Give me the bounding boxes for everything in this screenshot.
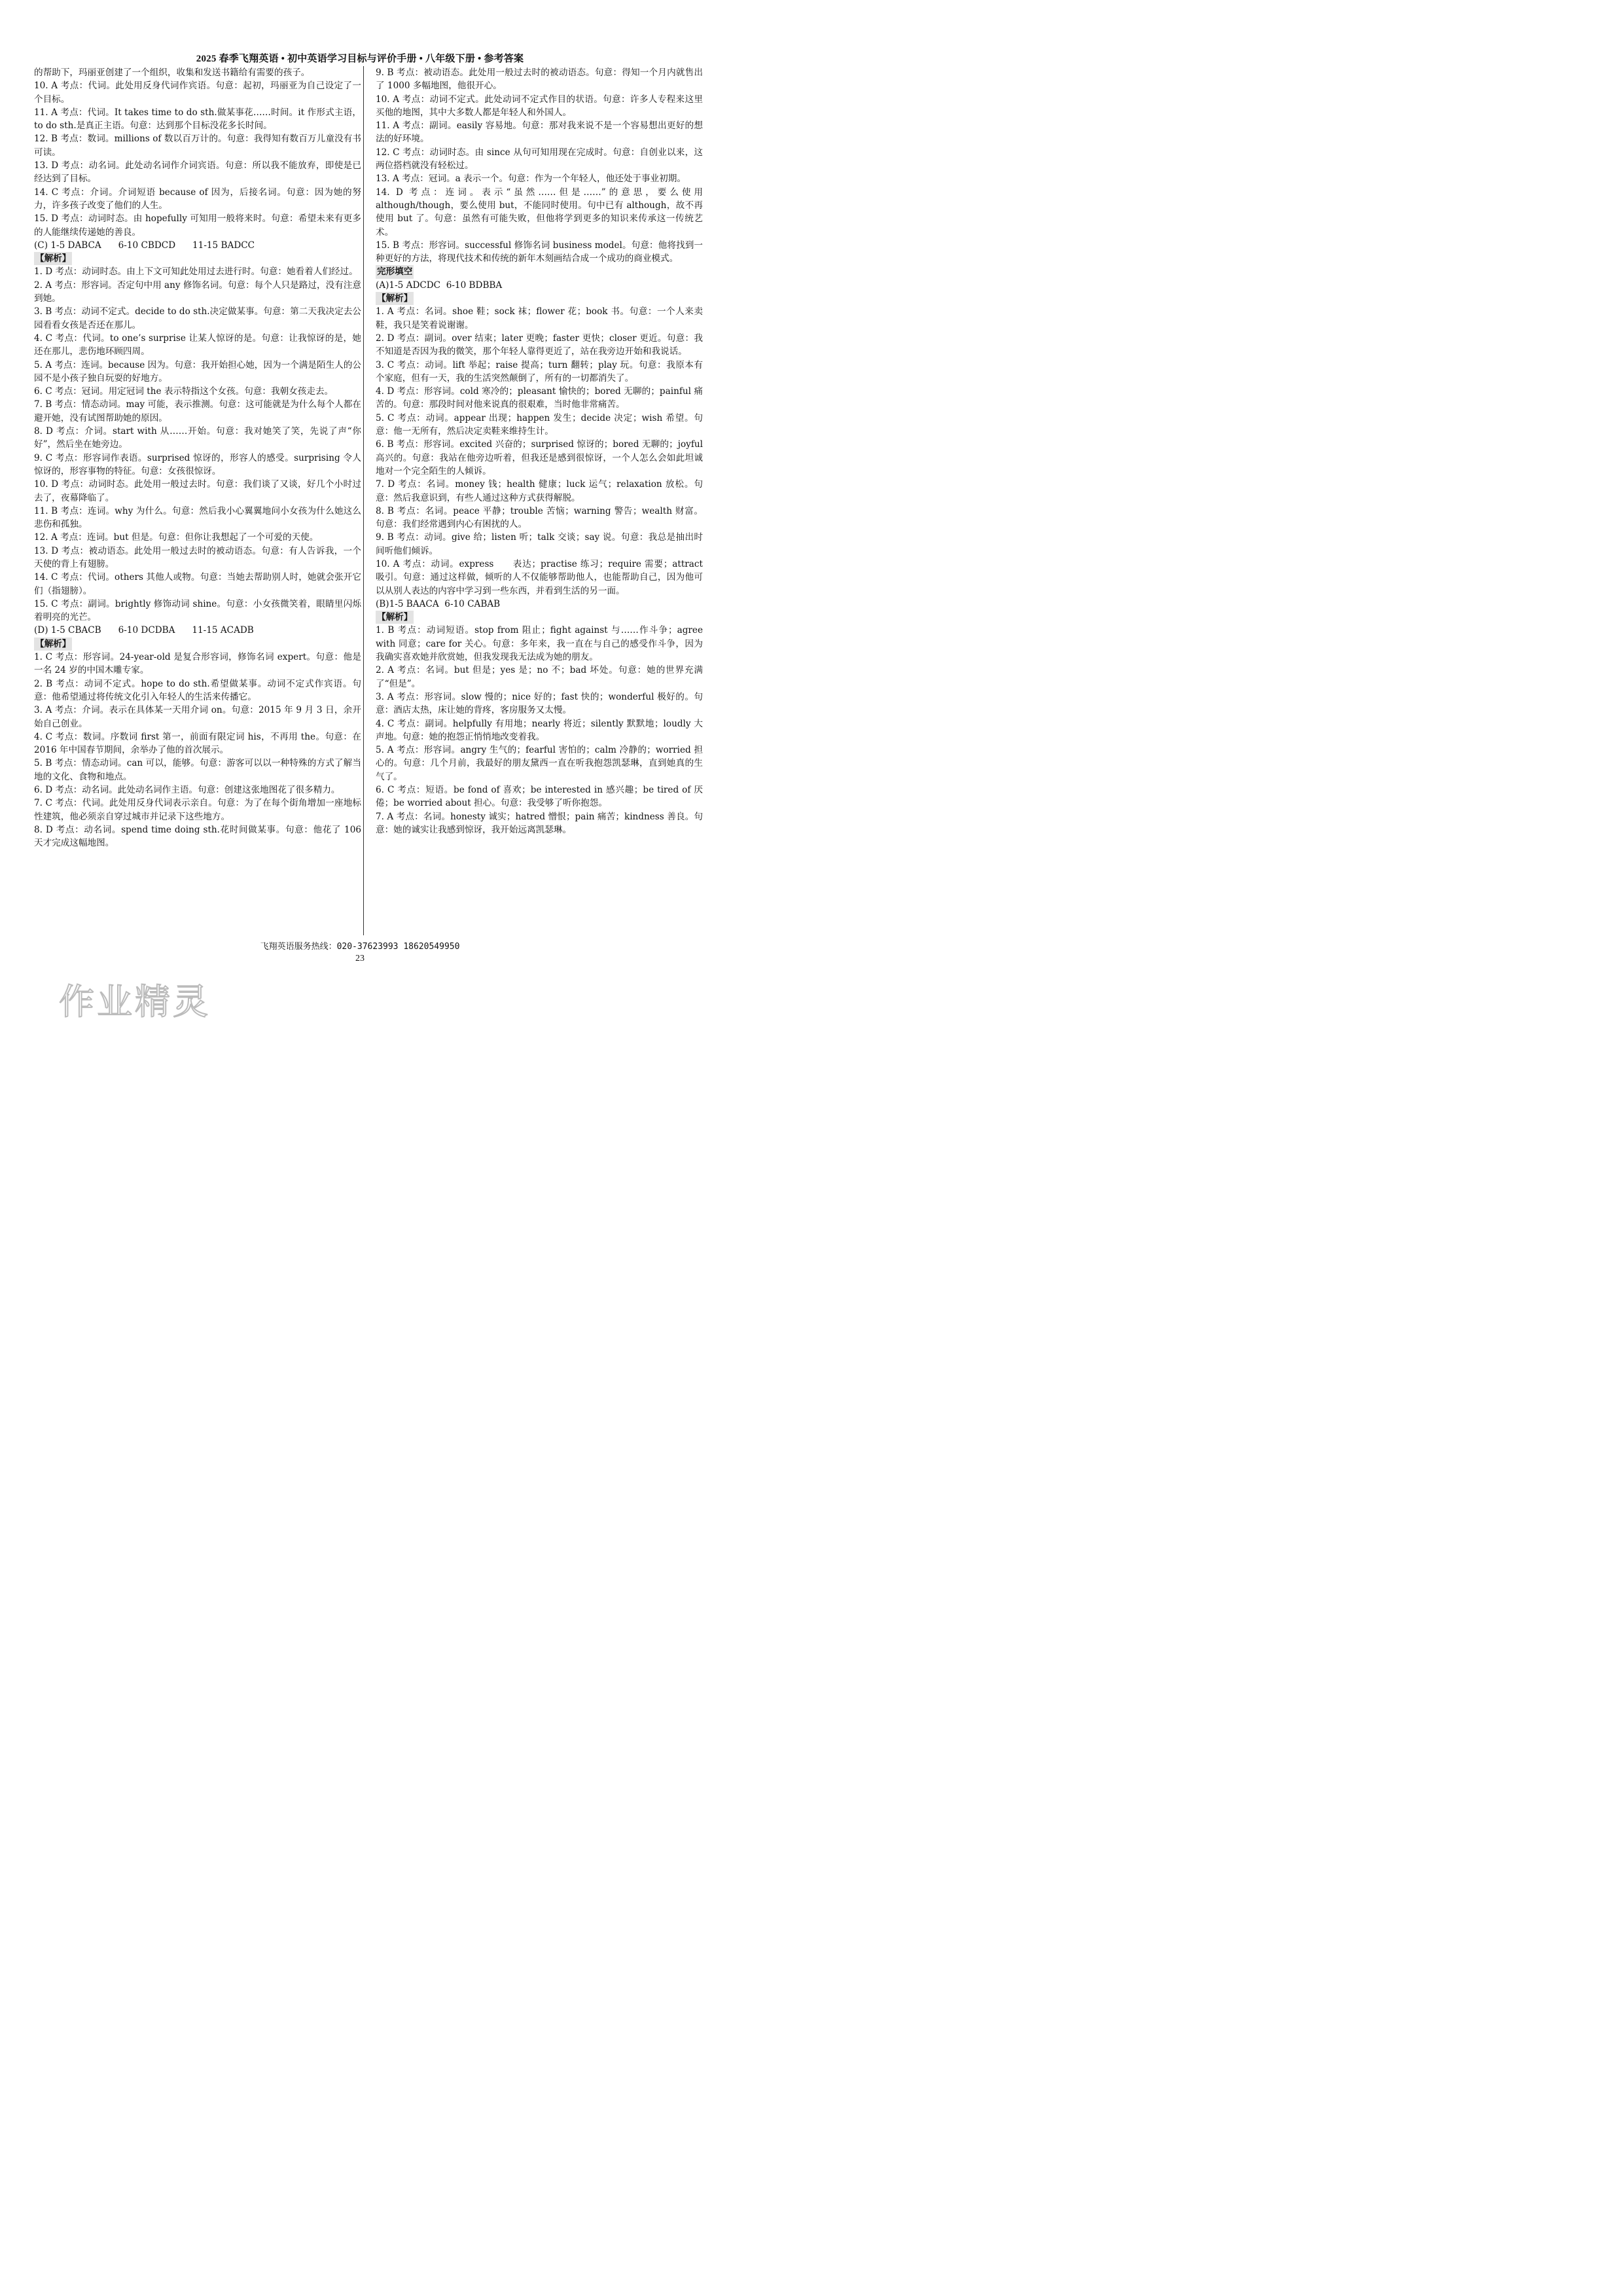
explanation-item: 1. B 考点：动词短语。stop from 阻止；fight against 与……作斗争；agree with 同意；care for 关心。句意：多年来，我一直在与自己的感受作斗争，因为我确实喜欢她并欣赏她，但我发现我无法成为她的朋友。: [376, 625, 703, 663]
explanation-item: 4. C 考点：副词。helpfully 有用地；nearly 将近；silently 默默地；loudly 大声地。句意：她的抱怨正悄悄地改变着我。: [376, 718, 703, 742]
answer-key-row: (C) 1-5 DABCA 6-10 CBDCD 11-15 BADCC: [34, 240, 255, 251]
explanation-item: 5. A 考点：连词。because 因为。句意：我开始担心她，因为一个满是陌生人的公园不是小孩子独自玩耍的好地方。: [34, 359, 361, 384]
explanation-item: 6. D 考点：动名词。此处动名词作主语。句意：创建这张地图花了很多精力。: [34, 785, 340, 796]
explanation-item: 12. B 考点：数词。millions of 数以百万计的。句意：我得知有数百万儿童没有书可读。: [34, 134, 361, 158]
explanation-item: 14. D 考点：连词。表示“虽然……但是……”的意思，要么使用 although/though，要么使用 but，不能同时使用。句中已有 although，故不再使用 but 了。句意：虽然有可能失败，但他将学到更多的知识来传承这一传统艺术。: [376, 187, 703, 238]
section-heading: 【解析】: [34, 252, 72, 265]
explanation-item: 6. C 考点：冠词。用定冠词 the 表示特指这个女孩。句意：我朝女孩走去。: [34, 386, 334, 397]
explanation-item: 7. A 考点：名词。honesty 诚实；hatred 憎恨；pain 痛苦；kindness 善良。句意：她的诚实让我感到惊讶，我开始远离凯瑟琳。: [376, 811, 703, 835]
explanation-item: 5. B 考点：情态动词。can 可以，能够。句意：游客可以以一种特殊的方式了解当地的文化、食物和地点。: [34, 758, 361, 782]
explanation-item: 10. A 考点：代词。此处用反身代词作宾语。句意：起初，玛丽亚为自己设定了一个目标。: [34, 81, 361, 105]
explanation-item: 13. D 考点：动名词。此处动名词作介词宾语。句意：所以我不能放弃，即使是已经达到了目标。: [34, 160, 361, 185]
explanation-item: 14. C 考点：代词。others 其他人或物。句意：当她去帮助别人时，她就会张开它们（指翅膀）。: [34, 572, 361, 596]
explanation-item: 8. B 考点：名词。peace 平静；trouble 苦恼；warning 警告；wealth 财富。句意：我们经常遇到内心有困扰的人。: [376, 505, 703, 530]
answer-key-page: [0, 0, 720, 1018]
explanation-item: 8. D 考点：动名词。spend time doing sth.花时间做某事。句意：他花了 106 天才完成这幅地图。: [34, 824, 361, 849]
explanation-item: 2. D 考点：副词。over 结束；later 更晚；faster 更快；closer 更近。句意：我不知道是否因为我的微笑，那个年轻人靠得更近了，站在我旁边开始和我说话。: [376, 332, 703, 357]
section-heading-row: [34, 637, 361, 651]
explanation-item: 2. A 考点：名词。but 但是；yes 是；no 不；bad 坏处。句意：她的世界充满了“但是”。: [376, 665, 703, 689]
section-heading-row: [376, 265, 703, 278]
explanation-item: 3. A 考点：形容词。slow 慢的；nice 好的；fast 快的；wonderful 极好的。句意：酒店太热，床让她的背疼，客房服务又太慢。: [376, 691, 703, 716]
explanation-item: 7. D 考点：名词。money 钱；health 健康；luck 运气；relaxation 放松。句意：然后我意识到，有些人通过这种方式获得解脱。: [376, 479, 703, 503]
section-heading: 【解析】: [376, 611, 414, 624]
page-number: 23: [355, 954, 365, 963]
right-column: [376, 66, 703, 836]
left-column: [34, 66, 361, 850]
answer-key-row: (B)1-5 BAACA 6-10 CABAB: [376, 598, 501, 609]
explanation-item: 3. B 考点：动词不定式。decide to do sth.决定做某事。句意：第二天我决定去公园看看女孩是否还在那儿。: [34, 306, 361, 331]
section-heading: 完形填空: [376, 265, 414, 278]
answer-key-row: (A)1-5 ADCDC 6-10 BDBBA: [376, 279, 503, 291]
explanation-item: 12. C 考点：动词时态。由 since 从句可知用现在完成时。句意：自创业以来，这两位搭档就没有轻松过。: [376, 147, 703, 171]
explanation-item: 10. A 考点：动词。express 表达；practise 练习；require 需要；attract 吸引。句意：通过这样做，倾听的人不仅能够帮助他人，也能帮助自己，因为他可以从别人表达的内容中学习到一些东西，并看到生活的另一面。: [376, 558, 703, 596]
explanation-item: 11. B 考点：连词。why 为什么。句意：然后我小心翼翼地问小女孩为什么她这么悲伤和孤独。: [34, 505, 361, 530]
explanation-item: 6. B 考点：形容词。excited 兴奋的；surprised 惊讶的；bored 无聊的；joyful 高兴的。句意：我站在他旁边听着，但我还是感到很惊讶，一个人怎么会如此坦诚地对一个完全陌生的人倾诉。: [376, 439, 703, 476]
explanation-item: 2. A 考点：形容词。否定句中用 any 修饰名词。句意：每个人只是路过，没有注意到她。: [34, 279, 361, 304]
explanation-item: 11. A 考点：副词。easily 容易地。句意：那对我来说不是一个容易想出更好的想法的好环境。: [376, 120, 703, 145]
section-heading-row: [376, 611, 703, 624]
explanation-item: 7. C 考点：代词。此处用反身代词表示亲自。句意：为了在每个街角增加一座地标性建筑，他必须亲自穿过城市并记录下这些地方。: [34, 798, 361, 822]
section-heading-row: [376, 292, 703, 305]
explanation-item: 15. B 考点：形容词。successful 修饰名词 business model。句意：他将找到一种更好的方法，将现代技术和传统的新年木刻画结合成一个成功的商业模式。: [376, 240, 703, 264]
footer-hotline: 飞翔英语服务热线：020-37623993 18620549950: [260, 942, 460, 952]
explanation-item: 9. C 考点：形容词作表语。surprised 惊讶的，形容人的感受。surprising 令人惊讶的，形容事物的特征。句意：女孩很惊讶。: [34, 452, 361, 476]
explanation-item: 4. C 考点：数词。序数词 first 第一，前面有限定词 his，不再用 the。句意：在 2016 年中国春节期间，余举办了他的首次展示。: [34, 731, 361, 756]
page-header-title: 2025 春季飞翔英语 • 初中英语学习目标与评价手册 • 八年级下册 • 参考答案: [196, 54, 524, 64]
explanation-item: 13. A 考点：冠词。a 表示一个。句意：作为一个年轻人，他还处于事业初期。: [376, 173, 686, 185]
explanation-item: 9. B 考点：被动语态。此处用一般过去时的被动语态。句意：得知一个月内就售出了 1000 多幅地图，他很开心。: [376, 67, 703, 92]
explanation-item: 5. C 考点：动词。appear 出现；happen 发生；decide 决定；wish 希望。句意：他一无所有，然后决定卖鞋来维持生计。: [376, 412, 703, 437]
explanation-item: 11. A 考点：代词。It takes time to do sth.做某事花……时间。it 作形式主语，to do sth.是真正主语。句意：达到那个目标没花多长时间。: [34, 107, 361, 132]
explanation-item: 4. C 考点：代词。to one’s surprise 让某人惊讶的是。句意：让我惊讶的是，她还在那儿，悲伤地环顾四周。: [34, 332, 361, 357]
explanation-item: 12. A 考点：连词。but 但是。句意：但你让我想起了一个可爱的天使。: [34, 532, 319, 543]
explanation-item: 1. A 考点：名词。shoe 鞋；sock 袜；flower 花；book 书。句意：一个人来卖鞋，我只是笑着说谢谢。: [376, 306, 703, 331]
explanation-item: 9. B 考点：动词。give 给；listen 听；talk 交谈；say 说。句意：我总是抽出时间听他们倾诉。: [376, 532, 703, 556]
explanation-item: 的帮助下，玛丽亚创建了一个组织，收集和发送书籍给有需要的孩子。: [34, 67, 310, 78]
explanation-item: 15. C 考点：副词。brightly 修饰动词 shine。句意：小女孩微笑着，眼睛里闪烁着明亮的光芒。: [34, 598, 361, 623]
explanation-item: 8. D 考点：介词。start with 从……开始。句意：我对她笑了笑，先说了声“你好”，然后坐在她旁边。: [34, 426, 361, 450]
explanation-item: 1. C 考点：形容词。24-year-old 是复合形容词，修饰名词 expert。句意：他是一名 24 岁的中国木雕专家。: [34, 652, 361, 676]
answer-key-row: (D) 1-5 CBACB 6-10 DCDBA 11-15 ACADB: [34, 625, 254, 636]
section-heading-row: [34, 252, 361, 265]
watermark-logo: 作业精灵: [59, 981, 211, 1018]
explanation-item: 2. B 考点：动词不定式。hope to do sth.希望做某事。动词不定式作宾语。句意：他希望通过将传统文化引入年轻人的生活来传播它。: [34, 678, 361, 702]
explanation-item: 7. B 考点：情态动词。may 可能，表示推测。句意：这可能就是为什么每个人都在避开她，没有试图帮助她的原因。: [34, 399, 361, 423]
explanation-item: 4. D 考点：形容词。cold 寒冷的；pleasant 愉快的；bored 无聊的；painful 痛苦的。句意：那段时间对他来说真的很艰难，当时他非常痛苦。: [376, 386, 703, 410]
explanation-item: 3. A 考点：介词。表示在具体某一天用介词 on。句意：2015 年 9 月 3 日，余开始自己创业。: [34, 705, 361, 729]
section-heading: 【解析】: [34, 637, 72, 651]
explanation-item: 6. C 考点：短语。be fond of 喜欢；be interested in 感兴趣；be tired of 厌倦；be worried about 担心。句意：我受够了听你抱怨。: [376, 785, 703, 809]
section-heading: 【解析】: [376, 292, 414, 305]
explanation-item: 14. C 考点：介词。介词短语 because of 因为，后接名词。句意：因为她的努力，许多孩子改变了他们的人生。: [34, 187, 361, 211]
explanation-item: 10. D 考点：动词时态。此处用一般过去时。句意：我们谈了又谈，好几个小时过去了，夜幕降临了。: [34, 479, 361, 503]
explanation-item: 5. A 考点：形容词。angry 生气的；fearful 害怕的；calm 冷静的；worried 担心的。句意：几个月前，我最好的朋友黛西一直在听我抱怨凯瑟琳，直到她真的生气了。: [376, 745, 703, 782]
explanation-item: 15. D 考点：动词时态。由 hopefully 可知用一般将来时。句意：希望未来有更多的人能继续传递她的善良。: [34, 213, 361, 238]
explanation-item: 13. D 考点：被动语态。此处用一般过去时的被动语态。句意：有人告诉我，一个天使的背上有翅膀。: [34, 545, 361, 569]
explanation-item: 10. A 考点：动词不定式。此处动词不定式作目的状语。句意：许多人专程来这里买他的地图，其中大多数人都是年轻人和外国人。: [376, 94, 703, 118]
explanation-item: 1. D 考点：动词时态。由上下文可知此处用过去进行时。句意：她看着人们经过。: [34, 266, 358, 278]
explanation-item: 3. C 考点：动词。lift 举起；raise 提高；turn 翻转；play 玩。句意：我原本有个家庭，但有一天，我的生活突然颠倒了，所有的一切都消失了。: [376, 359, 703, 384]
column-divider: [363, 66, 364, 935]
